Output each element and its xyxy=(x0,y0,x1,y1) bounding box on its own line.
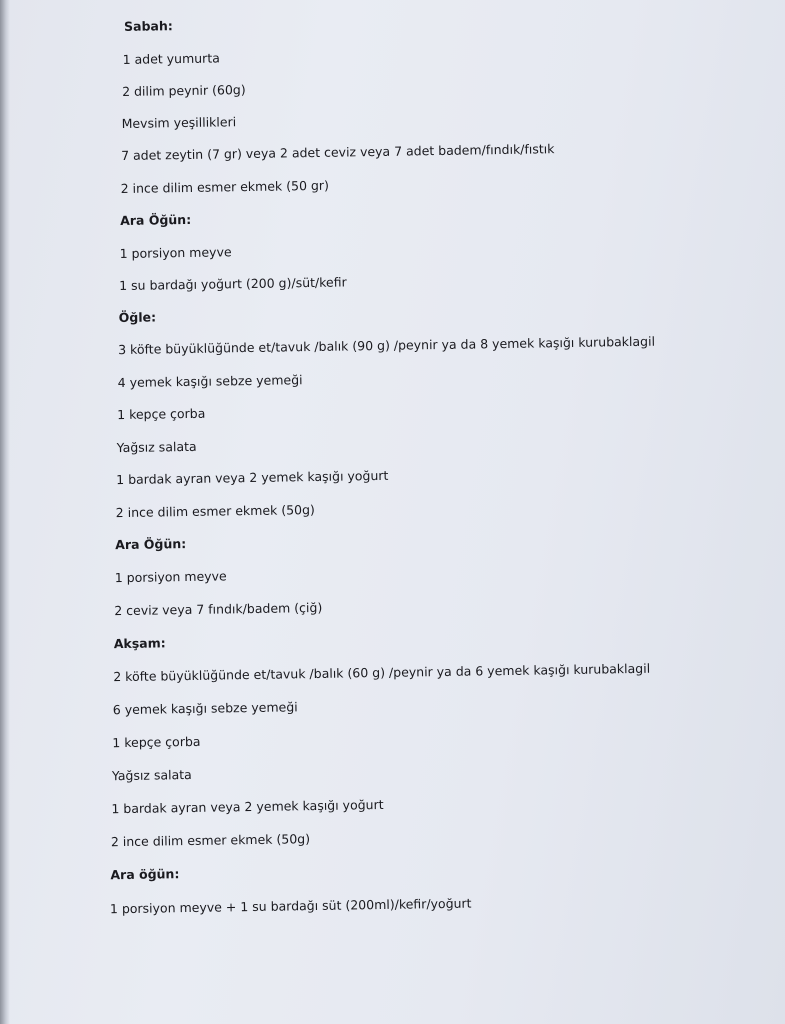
list-item: 2 ceviz veya 7 fındık/badem (çiğ) xyxy=(114,599,323,619)
list-item: 1 porsiyon meyve xyxy=(119,244,232,262)
list-item: 6 yemek kaşığı sebze yemeği xyxy=(112,699,298,718)
list-item: 3 köfte büyüklüğünde et/tavuk /balık (90 g) /peynir ya da 8 yemek kaşığı kurubaklagil xyxy=(118,333,656,358)
list-item: 7 adet zeytin (7 gr) veya 2 adet ceviz veya 7 adet badem/fındık/fıstık xyxy=(121,141,555,163)
section-heading-ara-ogun: Ara Öğün: xyxy=(115,536,187,553)
list-item: 2 ince dilim esmer ekmek (50g) xyxy=(110,831,311,850)
section-heading-ara-ogun-evening: Ara öğün: xyxy=(110,866,180,883)
list-item: 2 köfte büyüklüğünde et/tavuk /balık (60 g) /peynir ya da 6 yemek kaşığı kurubaklagil xyxy=(113,660,651,685)
section-heading-ara-ogun: Ara Öğün: xyxy=(120,211,192,229)
list-item: 1 su bardağı yoğurt (200 g)/süt/kefir xyxy=(119,274,347,294)
list-item: 1 bardak ayran veya 2 yemek kaşığı yoğurt xyxy=(116,467,389,488)
list-item: 2 ince dilim esmer ekmek (50 gr) xyxy=(120,177,330,197)
list-item: Yağsız salata xyxy=(111,766,192,784)
list-item: 2 ince dilim esmer ekmek (50g) xyxy=(115,502,315,521)
section-heading-sabah: Sabah: xyxy=(123,18,173,34)
list-item: 1 adet yumurta xyxy=(122,50,220,67)
list-item: 1 kepçe çorba xyxy=(117,405,206,423)
list-item: 4 yemek kaşığı sebze yemeği xyxy=(117,372,303,391)
list-item: 2 dilim peynir (60g) xyxy=(122,82,246,99)
list-item: Yağsız salata xyxy=(116,438,197,456)
list-item: 1 porsiyon meyve xyxy=(114,568,227,586)
section-heading-aksam: Akşam: xyxy=(113,635,166,652)
list-item: 1 kepçe çorba xyxy=(112,733,201,751)
list-item: 1 bardak ayran veya 2 yemek kaşığı yoğurt xyxy=(111,796,384,817)
list-item: 1 porsiyon meyve + 1 su bardağı süt (200ml)/kefir/yoğurt xyxy=(109,895,472,917)
section-heading-ogle: Öğle: xyxy=(118,309,157,326)
list-item: Mevsim yeşillikleri xyxy=(121,114,237,131)
